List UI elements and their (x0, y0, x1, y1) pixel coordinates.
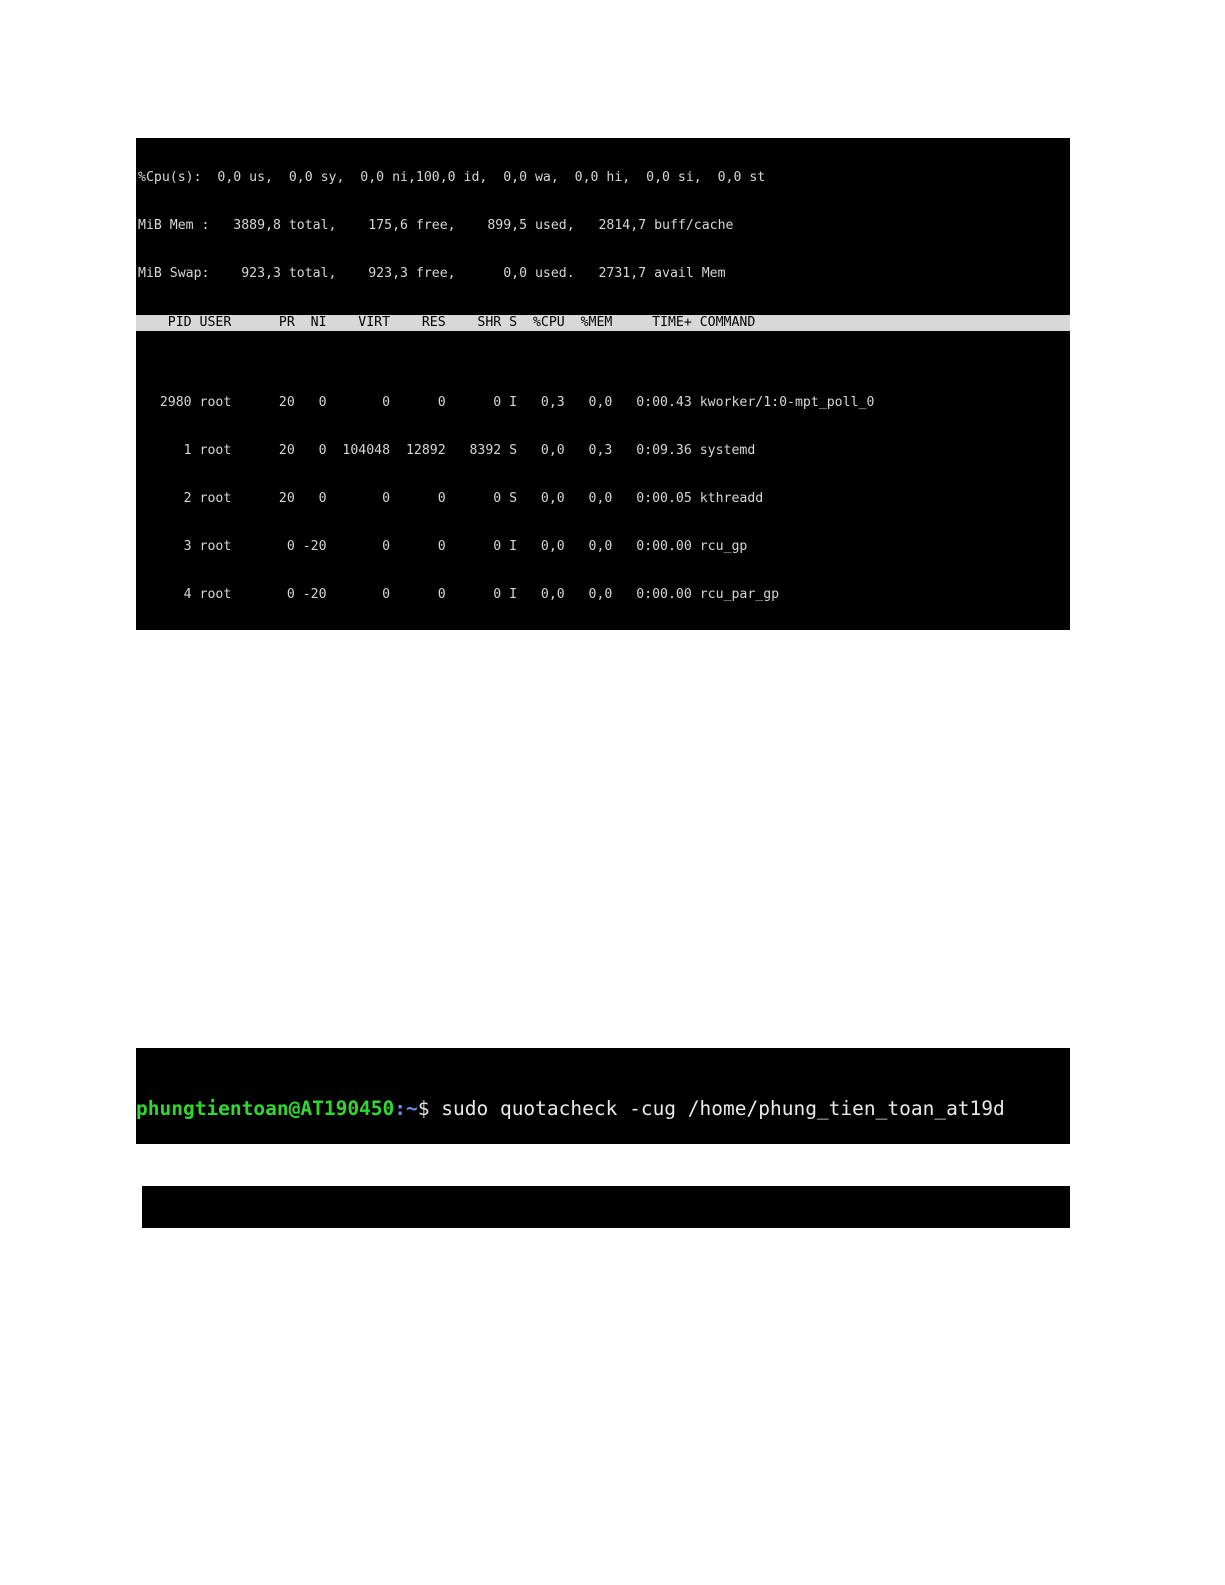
terminal-window-bottom[interactable] (142, 1186, 1070, 1228)
process-table-body (136, 363, 1070, 630)
cpu-summary-line: %Cpu(s): 0,0 us, 0,0 sy, 0,0 ni,100,0 id, 0,0 wa, 0,0 hi, 0,0 si, 0,0 st (138, 170, 766, 186)
shell-line-quotacheck (136, 1097, 1070, 1121)
memory-summary-line: MiB Mem : 3889,8 total, 175,6 free, 899,5 used, 2814,7 buff/cache (138, 218, 734, 234)
table-row: 2980 root 20 0 0 0 0 I 0,3 0,0 0:00.43 kworker/1:0-mpt_poll_0 (136, 394, 875, 410)
prompt-path: :~ (394, 1097, 418, 1120)
table-row: 2 root 20 0 0 0 0 S 0,0 0,0 0:00.05 kthreadd (136, 491, 764, 507)
terminal-window-top[interactable] (136, 138, 1070, 630)
command-quotacheck: sudo quotacheck -cug /home/phung_tien_toan_at19d (441, 1097, 1005, 1120)
prompt-username: phungtientoan@AT190450 (136, 1097, 395, 1120)
prompt-symbol: $ (417, 1097, 442, 1120)
table-row: 3 root 0 -20 0 0 0 I 0,0 0,0 0:00.00 rcu_gp (136, 539, 748, 555)
table-row: 1 root 20 0 104048 12892 8392 S 0,0 0,3 0:09.36 systemd (136, 442, 756, 458)
table-row: 4 root 0 -20 0 0 0 I 0,0 0,0 0:00.00 rcu_par_gp (136, 587, 780, 603)
swap-summary-line: MiB Swap: 923,3 total, 923,3 free, 0,0 used. 2731,7 avail Mem (138, 266, 726, 282)
process-table-header: PID USER PR NI VIRT RES SHR S %CPU %MEM TIME+ COMMAND (136, 315, 1070, 331)
terminal-window-middle[interactable] (136, 1048, 1070, 1144)
